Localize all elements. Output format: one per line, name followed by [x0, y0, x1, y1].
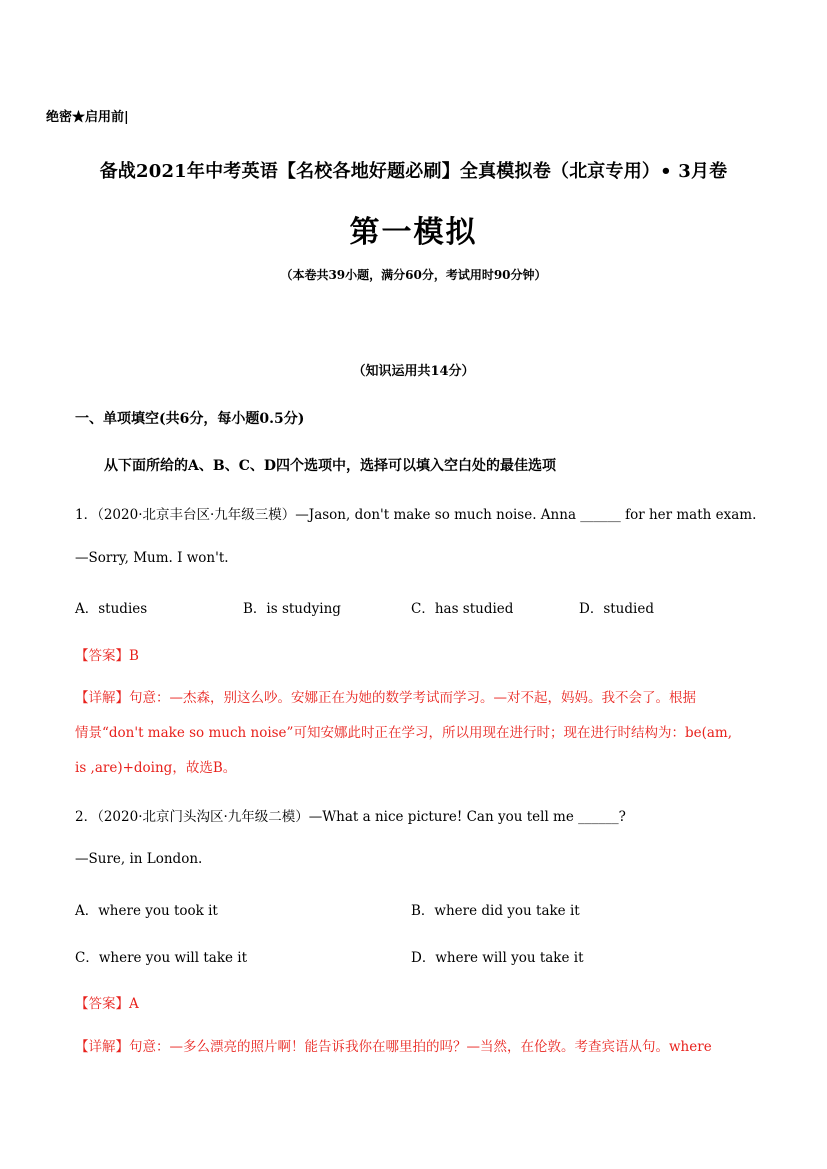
- section-heading: 一、单项填空(共6分，每小题0.5分): [75, 411, 305, 427]
- answer-label: 【答案】A: [75, 996, 139, 1012]
- part-heading: （知识运用共14分）: [352, 364, 475, 379]
- option-c: C．where you will take it: [75, 950, 248, 966]
- question-reply: —Sorry, Mum. I won't.: [75, 550, 229, 566]
- confidential-mark: 绝密★启用前|: [46, 110, 129, 125]
- question-stem: 2．（2020·北京门头沟区·九年级二模）—What a nice picture! Can you tell me ______?: [75, 809, 626, 825]
- explanation-line: is ,are)+doing，故选B。: [75, 760, 237, 776]
- option-b: B．is studying: [243, 601, 341, 617]
- exam-note: （本卷共39小题，满分60分，考试用时90分钟）: [280, 268, 547, 282]
- explanation-line: 【详解】句意：—多么漂亮的照片啊！能告诉我你在哪里拍的吗？—当然，在伦敦。考查宾语从句。where: [75, 1039, 712, 1055]
- option-c: C．has studied: [411, 601, 514, 617]
- option-d: D．studied: [579, 601, 654, 617]
- option-a: A．where you took it: [75, 903, 218, 919]
- exam-subtitle: 第一模拟: [349, 215, 478, 250]
- explanation: [75, 1030, 755, 1065]
- question-stem: 1．（2020·北京丰台区·九年级三模）—Jason, don't make so much noise. Anna ______ for her math exam.: [75, 507, 757, 523]
- question-reply: —Sure, in London.: [75, 851, 203, 867]
- exam-title: 备战2021年中考英语【名校各地好题必刷】全真模拟卷（北京专用）• 3月卷: [99, 161, 728, 182]
- explanation-line: 【详解】句意：—杰森，别这么吵。安娜正在为她的数学考试而学习。—对不起，妈妈。我不会了。根据: [75, 690, 696, 706]
- explanation: [75, 681, 755, 786]
- answer-label: 【答案】B: [75, 648, 139, 664]
- option-d: D．where will you take it: [411, 950, 584, 966]
- explanation-line: 情景“don't make so much noise”可知安娜此时正在学习，所以用现在进行时；现在进行时结构为：be(am,: [75, 725, 732, 741]
- section-instruction: 从下面所给的A、B、C、D四个选项中，选择可以填入空白处的最佳选项: [104, 458, 556, 474]
- option-a: A．studies: [75, 601, 148, 617]
- option-b: B．where did you take it: [411, 903, 580, 919]
